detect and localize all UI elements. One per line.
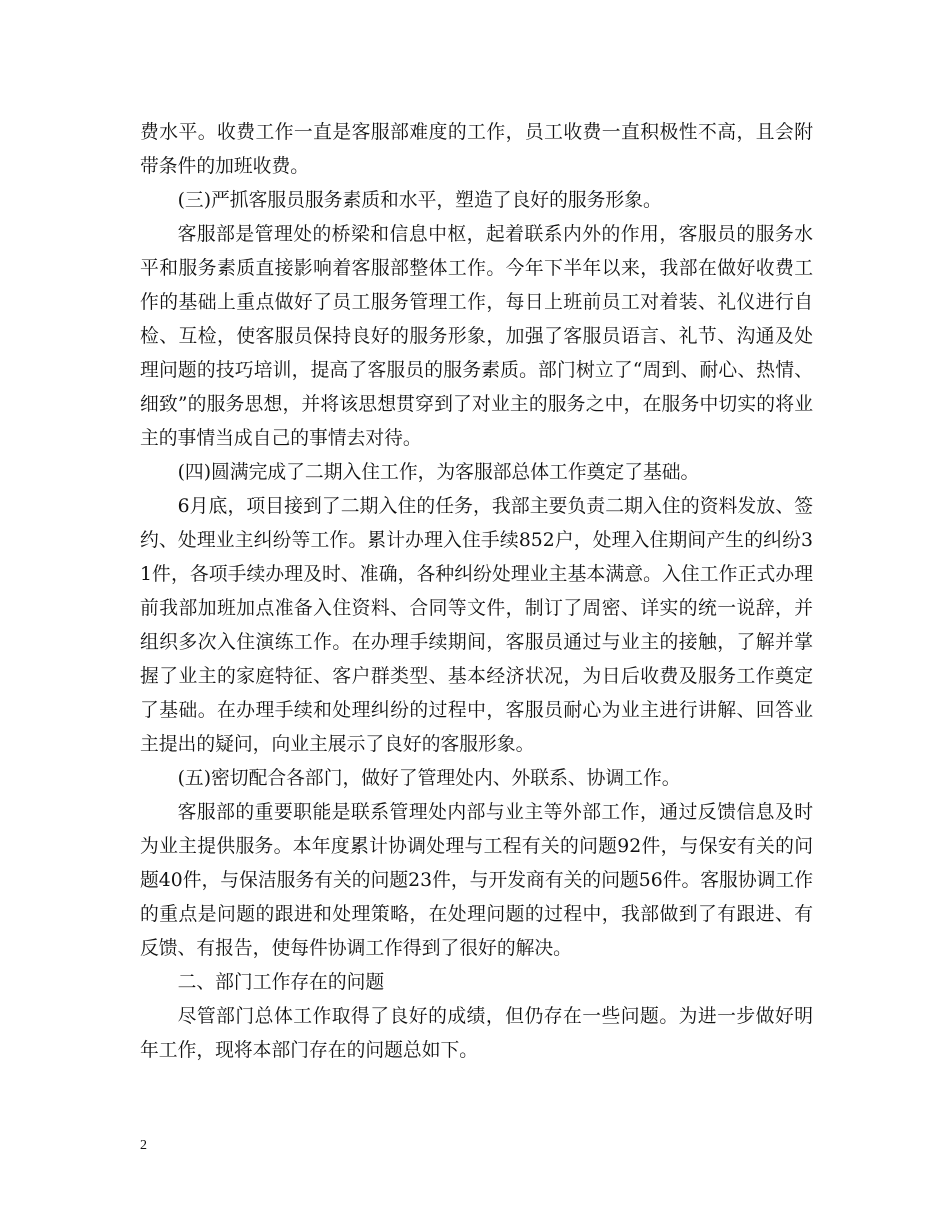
section-heading-4: (四)圆满完成了二期入住工作，为客服部总体工作奠定了基础。 bbox=[177, 462, 700, 483]
section-heading-5: (五)密切配合各部门，做好了管理处内、外联系、协调工作。 bbox=[177, 768, 681, 789]
document-body bbox=[140, 116, 813, 1068]
section-heading-3: (三)严抓客服员服务素质和水平，塑造了良好的服务形象。 bbox=[177, 190, 662, 211]
paragraph-coordination: 客服部的重要职能是联系管理处内部与业主等外部工作，通过反馈信息及时为业主提供服务。本年度累计协调处理与工程有关的问题92件，与保安有关的问题40件，与保洁服务有关的问题23件，与开发商有关的问题56件。客服协调工作的重点是问题的跟进和处理策略，在处理问题的过程中，我部做到了有跟进、有反馈、有报告，使每件协调工作得到了很好的解决。 bbox=[140, 802, 813, 959]
paragraph-continuation: 费水平。收费工作一直是客服部难度的工作，员工收费一直积极性不高，且会附带条件的加班收费。 bbox=[140, 122, 813, 177]
page-number: 2 bbox=[140, 1138, 147, 1153]
section-heading-problems: 二、部门工作存在的问题 bbox=[177, 972, 385, 993]
paragraph-problems-intro: 尽管部门总体工作取得了良好的成绩，但仍存在一些问题。为进一步做好明年工作，现将本部门存在的问题总如下。 bbox=[140, 1006, 813, 1061]
paragraph-service-quality: 客服部是管理处的桥梁和信息中枢，起着联系内外的作用，客服员的服务水平和服务素质直接影响着客服部整体工作。今年下半年以来，我部在做好收费工作的基础上重点做好了员工服务管理工作，每日上班前员工对着装、礼仪进行自检、互检，使客服员保持良好的服务形象，加强了客服员语言、礼节、沟通及处理问题的技巧培训，提高了客服员的服务素质。部门树立了“周到、耐心、热情、细致”的服务思想，并将该思想贯穿到了对业主的服务之中，在服务中切实的将业主的事情当成自己的事情去对待。 bbox=[140, 224, 813, 449]
paragraph-move-in: 6月底，项目接到了二期入住的任务，我部主要负责二期入住的资料发放、签约、处理业主纠纷等工作。累计办理入住手续852户，处理入住期间产生的纠纷31件，各项手续办理及时、准确，各种纠纷处理业主基本满意。入住工作正式办理前我部加班加点准备入住资料、合同等文件，制订了周密、详实的统一说辞，并组织多次入住演练工作。在办理手续期间，客服员通过与业主的接触，了解并掌握了业主的家庭特征、客户群类型、基本经济状况，为日后收费及服务工作奠定了基础。在办理手续和处理纠纷的过程中，客服员耐心为业主进行讲解、回答业主提出的疑问，向业主展示了良好的客服形象。 bbox=[140, 496, 813, 755]
